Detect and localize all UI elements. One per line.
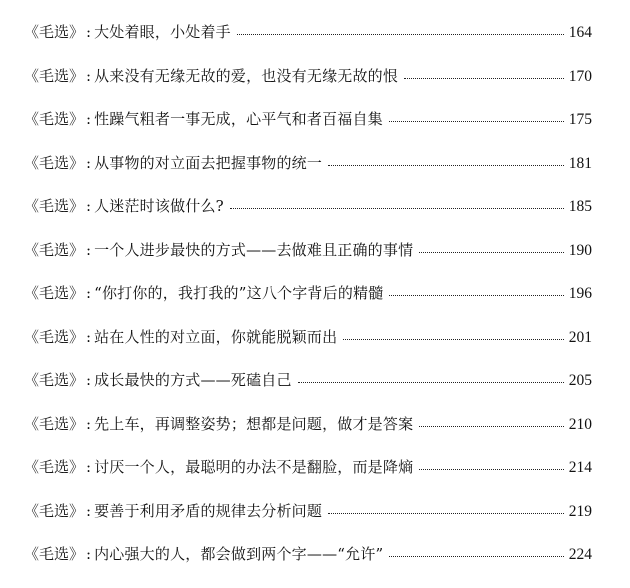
toc-entry-source: 《毛选》 <box>24 153 85 172</box>
toc-entry[interactable] <box>24 457 592 501</box>
toc-entry-dot-leader <box>389 284 564 298</box>
toc-entry-title: 站在人性的对立面，你就能脱颖而出 <box>94 327 338 346</box>
toc-entry[interactable] <box>24 109 592 153</box>
toc-entry-separator: : <box>86 240 92 259</box>
toc-entry[interactable] <box>24 196 592 240</box>
toc-entry-page-number: 201 <box>568 328 592 346</box>
toc-entry-page-number: 185 <box>568 198 592 215</box>
toc-entry-title: 先上车，再调整姿势；想都是问题，做才是答案 <box>94 414 414 433</box>
toc-entry-dot-leader <box>343 328 564 342</box>
toc-entry[interactable] <box>24 544 592 588</box>
toc-entry-dot-leader <box>298 371 564 385</box>
toc-entry-title: “你打你的，我打我的”这八个字背后的精髓 <box>94 284 384 302</box>
toc-entry-page-number: 190 <box>568 241 592 259</box>
toc-entry-source: 《毛选》 <box>24 197 85 215</box>
toc-entry-page-number: 214 <box>568 459 592 476</box>
toc-entry-title: 人迷茫时该做什么? <box>94 197 224 215</box>
toc-entry-source: 《毛选》 <box>24 501 85 520</box>
toc-entry-dot-leader <box>328 502 564 516</box>
toc-entry[interactable] <box>24 22 592 66</box>
toc-entry-title: 要善于利用矛盾的规律去分析问题 <box>94 501 323 520</box>
toc-entry-title: 性躁气粗者一事无成，心平气和者百福自集 <box>94 110 383 128</box>
toc-entry-source: 《毛选》 <box>24 110 85 128</box>
toc-entry-separator: : <box>86 110 92 128</box>
toc-entry[interactable] <box>24 153 592 197</box>
toc-entry-page-number: 196 <box>568 285 592 302</box>
toc-entry-title: 成长最快的方式——死磕自己 <box>94 371 292 389</box>
toc-entry[interactable] <box>24 501 592 545</box>
toc-entry-source: 《毛选》 <box>24 414 85 433</box>
toc-entry-separator: : <box>86 66 92 85</box>
toc-entry-separator: : <box>86 501 92 520</box>
toc-entry[interactable] <box>24 66 592 110</box>
toc-entry-separator: : <box>86 414 92 433</box>
toc-entry-source: 《毛选》 <box>24 371 85 389</box>
toc-entry-page-number: 210 <box>568 415 592 433</box>
toc-entry-dot-leader <box>404 67 564 81</box>
toc-entry[interactable] <box>24 283 592 327</box>
toc-entry[interactable] <box>24 327 592 371</box>
table-of-contents <box>24 22 592 588</box>
toc-entry-separator: : <box>86 458 92 476</box>
toc-entry-source: 《毛选》 <box>24 327 85 346</box>
toc-entry-title: 从来没有无缘无故的爱，也没有无缘无故的恨 <box>94 66 399 85</box>
toc-entry-separator: : <box>86 284 92 302</box>
toc-entry-dot-leader <box>389 545 564 559</box>
toc-entry-dot-leader <box>237 23 564 37</box>
toc-entry-title: 从事物的对立面去把握事物的统一 <box>94 153 323 172</box>
toc-entry-source: 《毛选》 <box>24 23 85 41</box>
toc-entry[interactable] <box>24 370 592 414</box>
toc-entry-source: 《毛选》 <box>24 458 85 476</box>
toc-entry-separator: : <box>86 371 92 389</box>
toc-entry-page-number: 205 <box>568 372 592 389</box>
toc-entry-separator: : <box>86 197 92 215</box>
toc-entry-separator: : <box>86 23 92 41</box>
toc-entry-dot-leader <box>230 197 564 211</box>
toc-entry-title: 一个人进步最快的方式——去做难且正确的事情 <box>94 240 414 259</box>
toc-entry-page-number: 219 <box>568 502 592 520</box>
toc-entry-title: 讨厌一个人，最聪明的办法不是翻脸，而是降熵 <box>94 458 414 476</box>
toc-entry-page-number: 181 <box>568 154 592 172</box>
toc-entry-source: 《毛选》 <box>24 545 85 563</box>
toc-entry-title: 大处着眼，小处着手 <box>94 23 231 41</box>
toc-entry[interactable] <box>24 414 592 458</box>
toc-entry-separator: : <box>86 327 92 346</box>
toc-entry[interactable] <box>24 240 592 284</box>
toc-entry-title: 内心强大的人，都会做到两个字——“允许” <box>94 545 384 563</box>
toc-entry-dot-leader <box>389 110 564 124</box>
toc-entry-page-number: 170 <box>568 67 592 85</box>
toc-entry-page-number: 164 <box>568 24 592 41</box>
toc-entry-source: 《毛选》 <box>24 66 85 85</box>
toc-entry-separator: : <box>86 545 92 563</box>
toc-entry-dot-leader <box>419 241 564 255</box>
toc-entry-dot-leader <box>419 415 564 429</box>
toc-entry-page-number: 224 <box>568 546 592 563</box>
toc-entry-page-number: 175 <box>568 111 592 128</box>
toc-entry-source: 《毛选》 <box>24 240 85 259</box>
toc-entry-separator: : <box>86 153 92 172</box>
toc-entry-source: 《毛选》 <box>24 284 85 302</box>
toc-entry-dot-leader <box>328 154 564 168</box>
toc-entry-dot-leader <box>419 458 564 472</box>
